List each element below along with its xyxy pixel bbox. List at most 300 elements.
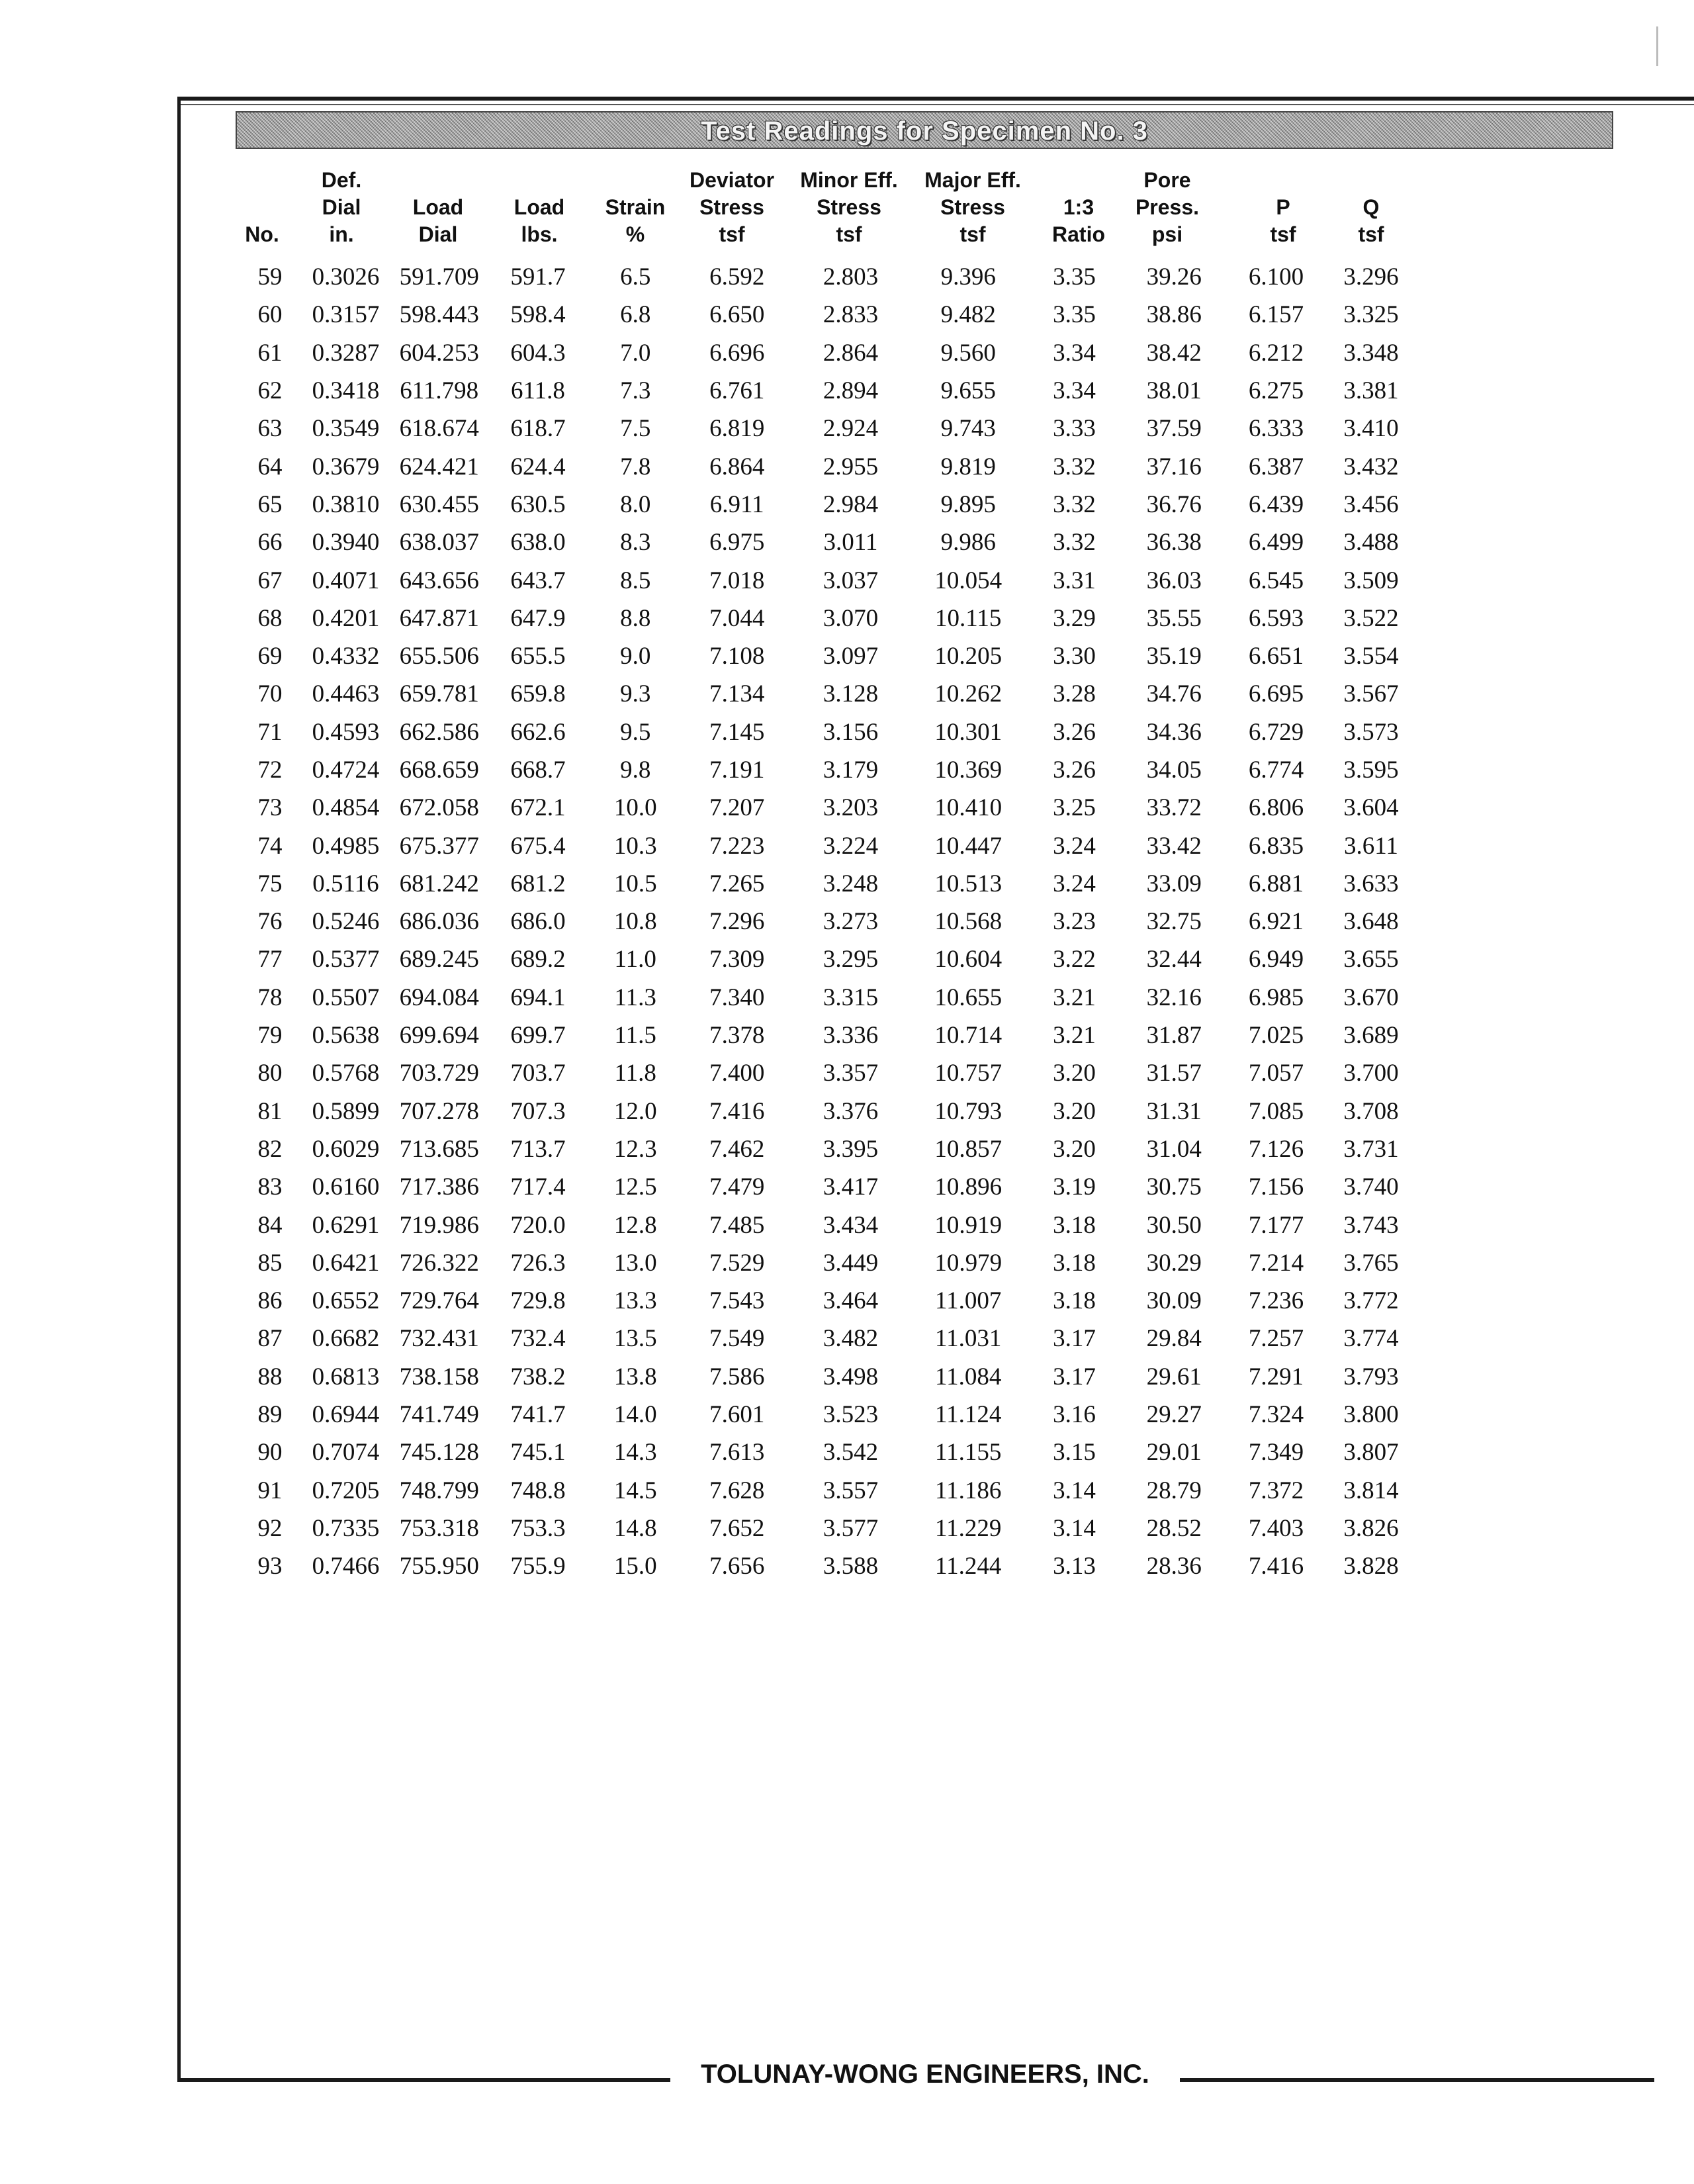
table-cell: 3.595: [1343, 756, 1399, 784]
table-cell: 3.23: [1053, 908, 1096, 936]
table-cell: 3.522: [1343, 604, 1399, 632]
table-cell: 63: [257, 415, 283, 443]
table-cell: 73: [257, 794, 283, 822]
table-cell: 3.395: [823, 1135, 879, 1163]
table-cell: 3.32: [1053, 490, 1096, 518]
table-cell: 6.819: [709, 415, 765, 443]
column-header-line: tsf: [719, 222, 745, 246]
table-row: [238, 561, 1415, 599]
table-cell: 686.036: [399, 908, 479, 936]
table-cell: 7.177: [1248, 1211, 1304, 1239]
table-cell: 3.434: [823, 1211, 879, 1239]
column-header-line: Pore: [1143, 168, 1191, 192]
table-cell: 36.38: [1146, 529, 1202, 557]
table-cell: 3.807: [1343, 1439, 1399, 1467]
table-cell: 10.054: [934, 567, 1003, 594]
table-cell: 31.04: [1146, 1135, 1202, 1163]
table-cell: 6.881: [1248, 870, 1304, 897]
table-cell: 707.3: [510, 1097, 566, 1125]
table-cell: 3.800: [1343, 1401, 1399, 1429]
table-cell: 11.084: [935, 1363, 1002, 1390]
table-cell: 3.32: [1053, 529, 1096, 557]
table-cell: 726.3: [510, 1249, 566, 1277]
table-cell: 3.29: [1053, 604, 1096, 632]
table-row: [238, 1358, 1415, 1396]
table-cell: 3.037: [823, 567, 879, 594]
table-cell: 0.4985: [312, 832, 380, 860]
table-cell: 591.7: [510, 263, 566, 291]
table-cell: 0.6421: [312, 1249, 380, 1277]
column-header-line: [1040, 167, 1117, 194]
table-cell: 11.3: [614, 983, 656, 1011]
table-cell: 10.513: [934, 870, 1003, 897]
table-cell: 703.729: [399, 1060, 479, 1087]
table-cell: 92: [257, 1514, 283, 1542]
table-cell: 3.179: [823, 756, 879, 784]
table-cell: 10.714: [934, 1022, 1003, 1050]
table-cell: 30.50: [1146, 1211, 1202, 1239]
table-cell: 2.955: [823, 453, 879, 480]
column-header: [236, 167, 289, 248]
table-cell: 753.3: [510, 1514, 566, 1542]
table-row: [238, 751, 1415, 789]
table-cell: 3.18: [1053, 1287, 1096, 1315]
table-cell: 694.1: [510, 983, 566, 1011]
table-cell: 36.03: [1146, 567, 1202, 594]
table-cell: 707.278: [399, 1097, 479, 1125]
table-cell: 12.5: [613, 1173, 657, 1201]
table-cell: 6.806: [1248, 794, 1304, 822]
table-cell: 80: [257, 1060, 283, 1087]
table-cell: 0.3549: [312, 415, 380, 443]
table-cell: 604.253: [399, 339, 479, 367]
table-cell: 672.058: [399, 794, 479, 822]
table-cell: 638.0: [510, 529, 566, 557]
table-cell: 0.6160: [312, 1173, 380, 1201]
table-cell: 93: [257, 1553, 283, 1580]
table-cell: 32.44: [1146, 946, 1202, 974]
table-cell: 7.018: [709, 567, 765, 594]
table-cell: 0.4593: [312, 718, 380, 746]
table-cell: 3.648: [1343, 908, 1399, 936]
table-cell: 0.4724: [312, 756, 380, 784]
table-cell: 6.696: [709, 339, 765, 367]
column-header: [299, 167, 384, 248]
frame-top-rule: [177, 104, 1694, 105]
table-cell: 3.567: [1343, 680, 1399, 708]
column-header-line: psi: [1151, 222, 1183, 246]
table-cell: 3.689: [1343, 1022, 1399, 1050]
table-cell: 3.14: [1053, 1477, 1096, 1504]
table-cell: 6.985: [1248, 983, 1304, 1011]
table-cell: 6.651: [1248, 643, 1304, 670]
table-row: [238, 1130, 1415, 1168]
table-cell: 35.55: [1146, 604, 1202, 632]
table-cell: 9.819: [940, 453, 996, 480]
table-cell: 29.01: [1146, 1439, 1202, 1467]
table-cell: 3.611: [1344, 832, 1398, 860]
column-header-line: Press.: [1135, 195, 1200, 219]
table-cell: 3.19: [1053, 1173, 1096, 1201]
table-cell: 76: [257, 908, 283, 936]
table-cell: 7.5: [620, 415, 651, 443]
table-row: [238, 1320, 1415, 1357]
table-cell: 10.655: [934, 983, 1003, 1011]
table-cell: 686.0: [510, 908, 566, 936]
column-header-line: [388, 167, 488, 194]
table-row: [238, 486, 1415, 523]
table-cell: 3.482: [823, 1325, 879, 1353]
table-cell: 6.545: [1248, 567, 1304, 594]
table-cell: 3.588: [823, 1553, 879, 1580]
table-row: [238, 1433, 1415, 1471]
table-cell: 9.0: [620, 643, 651, 670]
table-cell: 3.357: [823, 1060, 879, 1087]
table-cell: 7.134: [709, 680, 765, 708]
table-cell: 3.15: [1053, 1439, 1096, 1467]
table-row: [238, 1017, 1415, 1054]
table-cell: 7.291: [1248, 1363, 1304, 1390]
table-cell: 630.455: [399, 490, 479, 518]
table-cell: 14.8: [613, 1514, 657, 1542]
table-cell: 3.655: [1343, 946, 1399, 974]
table-cell: 3.557: [823, 1477, 879, 1504]
column-header-line: Strain: [605, 195, 666, 219]
column-header: [388, 167, 488, 248]
table-cell: 10.857: [934, 1135, 1003, 1163]
table-cell: 3.24: [1053, 832, 1096, 860]
table-cell: 0.4854: [312, 794, 380, 822]
table-cell: 3.793: [1343, 1363, 1399, 1390]
table-cell: 7.309: [709, 946, 765, 974]
table-cell: 13.3: [613, 1287, 657, 1315]
table-cell: 6.333: [1248, 415, 1304, 443]
table-cell: 66: [257, 529, 283, 557]
table-cell: 6.439: [1248, 490, 1304, 518]
table-cell: 78: [257, 983, 283, 1011]
table-cell: 7.601: [709, 1401, 765, 1429]
table-cell: 3.31: [1053, 567, 1096, 594]
table-row: [238, 979, 1415, 1017]
column-header-line: Dial: [418, 222, 458, 246]
table-cell: 38.01: [1146, 377, 1202, 405]
table-cell: 9.8: [620, 756, 651, 784]
table-cell: 31.57: [1146, 1060, 1202, 1087]
table-cell: 3.34: [1053, 339, 1096, 367]
table-cell: 755.9: [510, 1553, 566, 1580]
table-cell: 611.8: [511, 377, 565, 405]
table-cell: 3.011: [823, 529, 878, 557]
table-cell: 83: [257, 1173, 283, 1201]
column-header-line: Stress: [817, 195, 881, 219]
table-cell: 638.037: [399, 529, 479, 557]
table-cell: 3.21: [1053, 1022, 1096, 1050]
table-cell: 755.950: [399, 1553, 479, 1580]
table-cell: 3.826: [1343, 1514, 1399, 1542]
table-cell: 655.506: [399, 643, 479, 670]
table-cell: 3.554: [1343, 643, 1399, 670]
column-header-line: [603, 167, 667, 194]
column-header-line: lbs.: [521, 222, 558, 246]
frame-top-border: [177, 97, 1694, 101]
table-cell: 85: [257, 1249, 283, 1277]
table-cell: 11.0: [614, 946, 656, 974]
column-header: [667, 167, 797, 248]
column-header-line: Major Eff.: [924, 168, 1021, 192]
table-cell: 0.3026: [312, 263, 380, 291]
table-cell: 7.652: [709, 1514, 765, 1542]
table-cell: 694.084: [399, 983, 479, 1011]
table-cell: 662.6: [510, 718, 566, 746]
table-cell: 7.549: [709, 1325, 765, 1353]
table-cell: 7.236: [1248, 1287, 1304, 1315]
table-cell: 6.761: [709, 377, 765, 405]
column-header: [909, 167, 1036, 248]
table-cell: 3.376: [823, 1097, 879, 1125]
table-cell: 7.145: [709, 718, 765, 746]
table-cell: 6.835: [1248, 832, 1304, 860]
table-cell: 7.586: [709, 1363, 765, 1390]
table-cell: 89: [257, 1401, 283, 1429]
table-cell: 3.509: [1343, 567, 1399, 594]
table-cell: 11.124: [935, 1401, 1002, 1429]
table-cell: 2.833: [823, 301, 879, 329]
table-cell: 717.386: [399, 1173, 479, 1201]
table-cell: 732.4: [510, 1325, 566, 1353]
table-cell: 10.919: [934, 1211, 1003, 1239]
table-cell: 15.0: [613, 1553, 657, 1580]
table-cell: 10.979: [934, 1249, 1003, 1277]
table-cell: 3.604: [1343, 794, 1399, 822]
table-cell: 13.8: [613, 1363, 657, 1390]
table-cell: 3.34: [1053, 377, 1096, 405]
table-cell: 647.9: [510, 604, 566, 632]
table-cell: 3.203: [823, 794, 879, 822]
column-header-line: Minor Eff.: [800, 168, 898, 192]
table-cell: 662.586: [399, 718, 479, 746]
table-cell: 738.2: [510, 1363, 566, 1390]
table-cell: 6.592: [709, 263, 765, 291]
column-header-line: [1237, 167, 1329, 194]
table-cell: 13.0: [613, 1249, 657, 1277]
table-cell: 12.8: [613, 1211, 657, 1239]
table-cell: 11.5: [614, 1022, 656, 1050]
table-cell: 729.764: [399, 1287, 479, 1315]
column-header: [1116, 167, 1219, 248]
table-cell: 38.42: [1146, 339, 1202, 367]
table-row: [238, 1396, 1415, 1433]
table-row: [238, 1168, 1415, 1206]
column-header-line: Deviator: [689, 168, 775, 192]
table-cell: 7.156: [1248, 1173, 1304, 1201]
column-header-line: tsf: [1270, 222, 1296, 246]
table-cell: 0.4071: [312, 567, 380, 594]
table-cell: 10.5: [613, 870, 657, 897]
table-cell: 68: [257, 604, 283, 632]
table-cell: 7.403: [1248, 1514, 1304, 1542]
table-cell: 14.0: [613, 1401, 657, 1429]
table-cell: 0.3810: [312, 490, 380, 518]
table-cell: 69: [257, 643, 283, 670]
table-cell: 3.774: [1343, 1325, 1399, 1353]
table-cell: 6.864: [709, 453, 765, 480]
table-cell: 65: [257, 490, 283, 518]
table-cell: 675.377: [399, 832, 479, 860]
table-cell: 3.128: [823, 680, 879, 708]
table-cell: 6.729: [1248, 718, 1304, 746]
table-cell: 79: [257, 1022, 283, 1050]
table-cell: 668.7: [510, 756, 566, 784]
table-cell: 74: [257, 832, 283, 860]
table-cell: 699.7: [510, 1022, 566, 1050]
table-header: [0, 167, 1694, 253]
table-row: [238, 1206, 1415, 1244]
table-cell: 3.26: [1053, 718, 1096, 746]
table-cell: 10.301: [934, 718, 1003, 746]
table-row: [238, 372, 1415, 410]
table-cell: 7.191: [709, 756, 765, 784]
table-cell: 689.245: [399, 946, 479, 974]
table-cell: 7.529: [709, 1249, 765, 1277]
table-cell: 70: [257, 680, 283, 708]
table-cell: 31.31: [1146, 1097, 1202, 1125]
table-cell: 77: [257, 946, 283, 974]
footer-company: TOLUNAY-WONG ENGINEERS, INC.: [701, 2060, 1149, 2089]
table-row: [238, 600, 1415, 637]
table-cell: 699.694: [399, 1022, 479, 1050]
table-cell: 0.5377: [312, 946, 380, 974]
table-cell: 3.456: [1343, 490, 1399, 518]
table-row: [238, 1282, 1415, 1320]
table-cell: 3.295: [823, 946, 879, 974]
table-cell: 6.100: [1248, 263, 1304, 291]
table-cell: 726.322: [399, 1249, 479, 1277]
table-cell: 0.4463: [312, 680, 380, 708]
footer-rule-right: [1180, 2078, 1654, 2082]
table-cell: 7.085: [1248, 1097, 1304, 1125]
table-cell: 3.464: [823, 1287, 879, 1315]
footer-rule-left: [177, 2078, 670, 2082]
table-cell: 64: [257, 453, 283, 480]
table-cell: 9.5: [620, 718, 651, 746]
column-header-line: No.: [245, 222, 279, 246]
table-cell: 37.59: [1146, 415, 1202, 443]
table-cell: 30.29: [1146, 1249, 1202, 1277]
column-header-line: [236, 194, 289, 221]
table-cell: 7.416: [1248, 1553, 1304, 1580]
table-cell: 3.417: [823, 1173, 879, 1201]
table-cell: 7.378: [709, 1022, 765, 1050]
table-cell: 7.296: [709, 908, 765, 936]
table-cell: 598.443: [399, 301, 479, 329]
table-cell: 3.224: [823, 832, 879, 860]
table-cell: 3.743: [1343, 1211, 1399, 1239]
table-cell: 33.72: [1146, 794, 1202, 822]
table-cell: 3.449: [823, 1249, 879, 1277]
column-header: [1040, 167, 1117, 248]
table-cell: 11.031: [935, 1325, 1002, 1353]
title-banner: [236, 111, 1613, 149]
table-cell: 3.20: [1053, 1097, 1096, 1125]
table-cell: 7.543: [709, 1287, 765, 1315]
table-row: [238, 903, 1415, 940]
table-cell: 91: [257, 1477, 283, 1504]
readings-table: [238, 258, 1415, 1585]
table-cell: 729.8: [510, 1287, 566, 1315]
table-cell: 7.340: [709, 983, 765, 1011]
table-row: [238, 637, 1415, 675]
table-cell: 34.36: [1146, 718, 1202, 746]
table-cell: 0.6029: [312, 1135, 380, 1163]
column-header-line: Q: [1362, 195, 1380, 219]
table-cell: 668.659: [399, 756, 479, 784]
table-row: [238, 1472, 1415, 1510]
table-cell: 32.75: [1146, 908, 1202, 936]
table-cell: 0.6291: [312, 1211, 380, 1239]
table-cell: 9.895: [940, 490, 996, 518]
table-cell: 10.896: [934, 1173, 1003, 1201]
table-cell: 7.628: [709, 1477, 765, 1504]
table-row: [238, 296, 1415, 334]
table-cell: 67: [257, 567, 283, 594]
table-cell: 0.3679: [312, 453, 380, 480]
column-header-line: Load: [513, 195, 565, 219]
table-cell: 0.6813: [312, 1363, 380, 1390]
table-cell: 3.772: [1343, 1287, 1399, 1315]
table-cell: 34.76: [1146, 680, 1202, 708]
table-cell: 81: [257, 1097, 283, 1125]
table-cell: 11.007: [935, 1287, 1002, 1315]
table-cell: 3.14: [1053, 1514, 1096, 1542]
table-cell: 6.774: [1248, 756, 1304, 784]
table-cell: 3.156: [823, 718, 879, 746]
table-row: [238, 675, 1415, 713]
table-cell: 2.924: [823, 415, 879, 443]
column-header-line: 1:3: [1063, 195, 1094, 219]
table-cell: 84: [257, 1211, 283, 1239]
table-cell: 753.318: [399, 1514, 479, 1542]
table-cell: 37.16: [1146, 453, 1202, 480]
table-cell: 12.3: [613, 1135, 657, 1163]
table-cell: 624.4: [510, 453, 566, 480]
table-cell: 6.911: [709, 490, 764, 518]
table-cell: 6.650: [709, 301, 765, 329]
table-cell: 0.7466: [312, 1553, 380, 1580]
table-cell: 703.7: [510, 1060, 566, 1087]
table-cell: 8.3: [620, 529, 651, 557]
table-cell: 3.248: [823, 870, 879, 897]
table-cell: 6.921: [1248, 908, 1304, 936]
table-cell: 675.4: [510, 832, 566, 860]
table-cell: 6.275: [1248, 377, 1304, 405]
table-cell: 33.09: [1146, 870, 1202, 897]
table-cell: 7.372: [1248, 1477, 1304, 1504]
table-cell: 11.8: [614, 1060, 656, 1087]
table-cell: 33.42: [1146, 832, 1202, 860]
table-cell: 6.157: [1248, 301, 1304, 329]
table-row: [238, 865, 1415, 903]
table-cell: 0.3287: [312, 339, 380, 367]
table-cell: 6.387: [1248, 453, 1304, 480]
table-cell: 7.257: [1248, 1325, 1304, 1353]
table-cell: 7.214: [1248, 1249, 1304, 1277]
table-cell: 741.7: [510, 1401, 566, 1429]
table-cell: 61: [257, 339, 283, 367]
table-cell: 3.488: [1343, 529, 1399, 557]
table-cell: 34.05: [1146, 756, 1202, 784]
table-cell: 10.369: [934, 756, 1003, 784]
table-cell: 591.709: [399, 263, 479, 291]
